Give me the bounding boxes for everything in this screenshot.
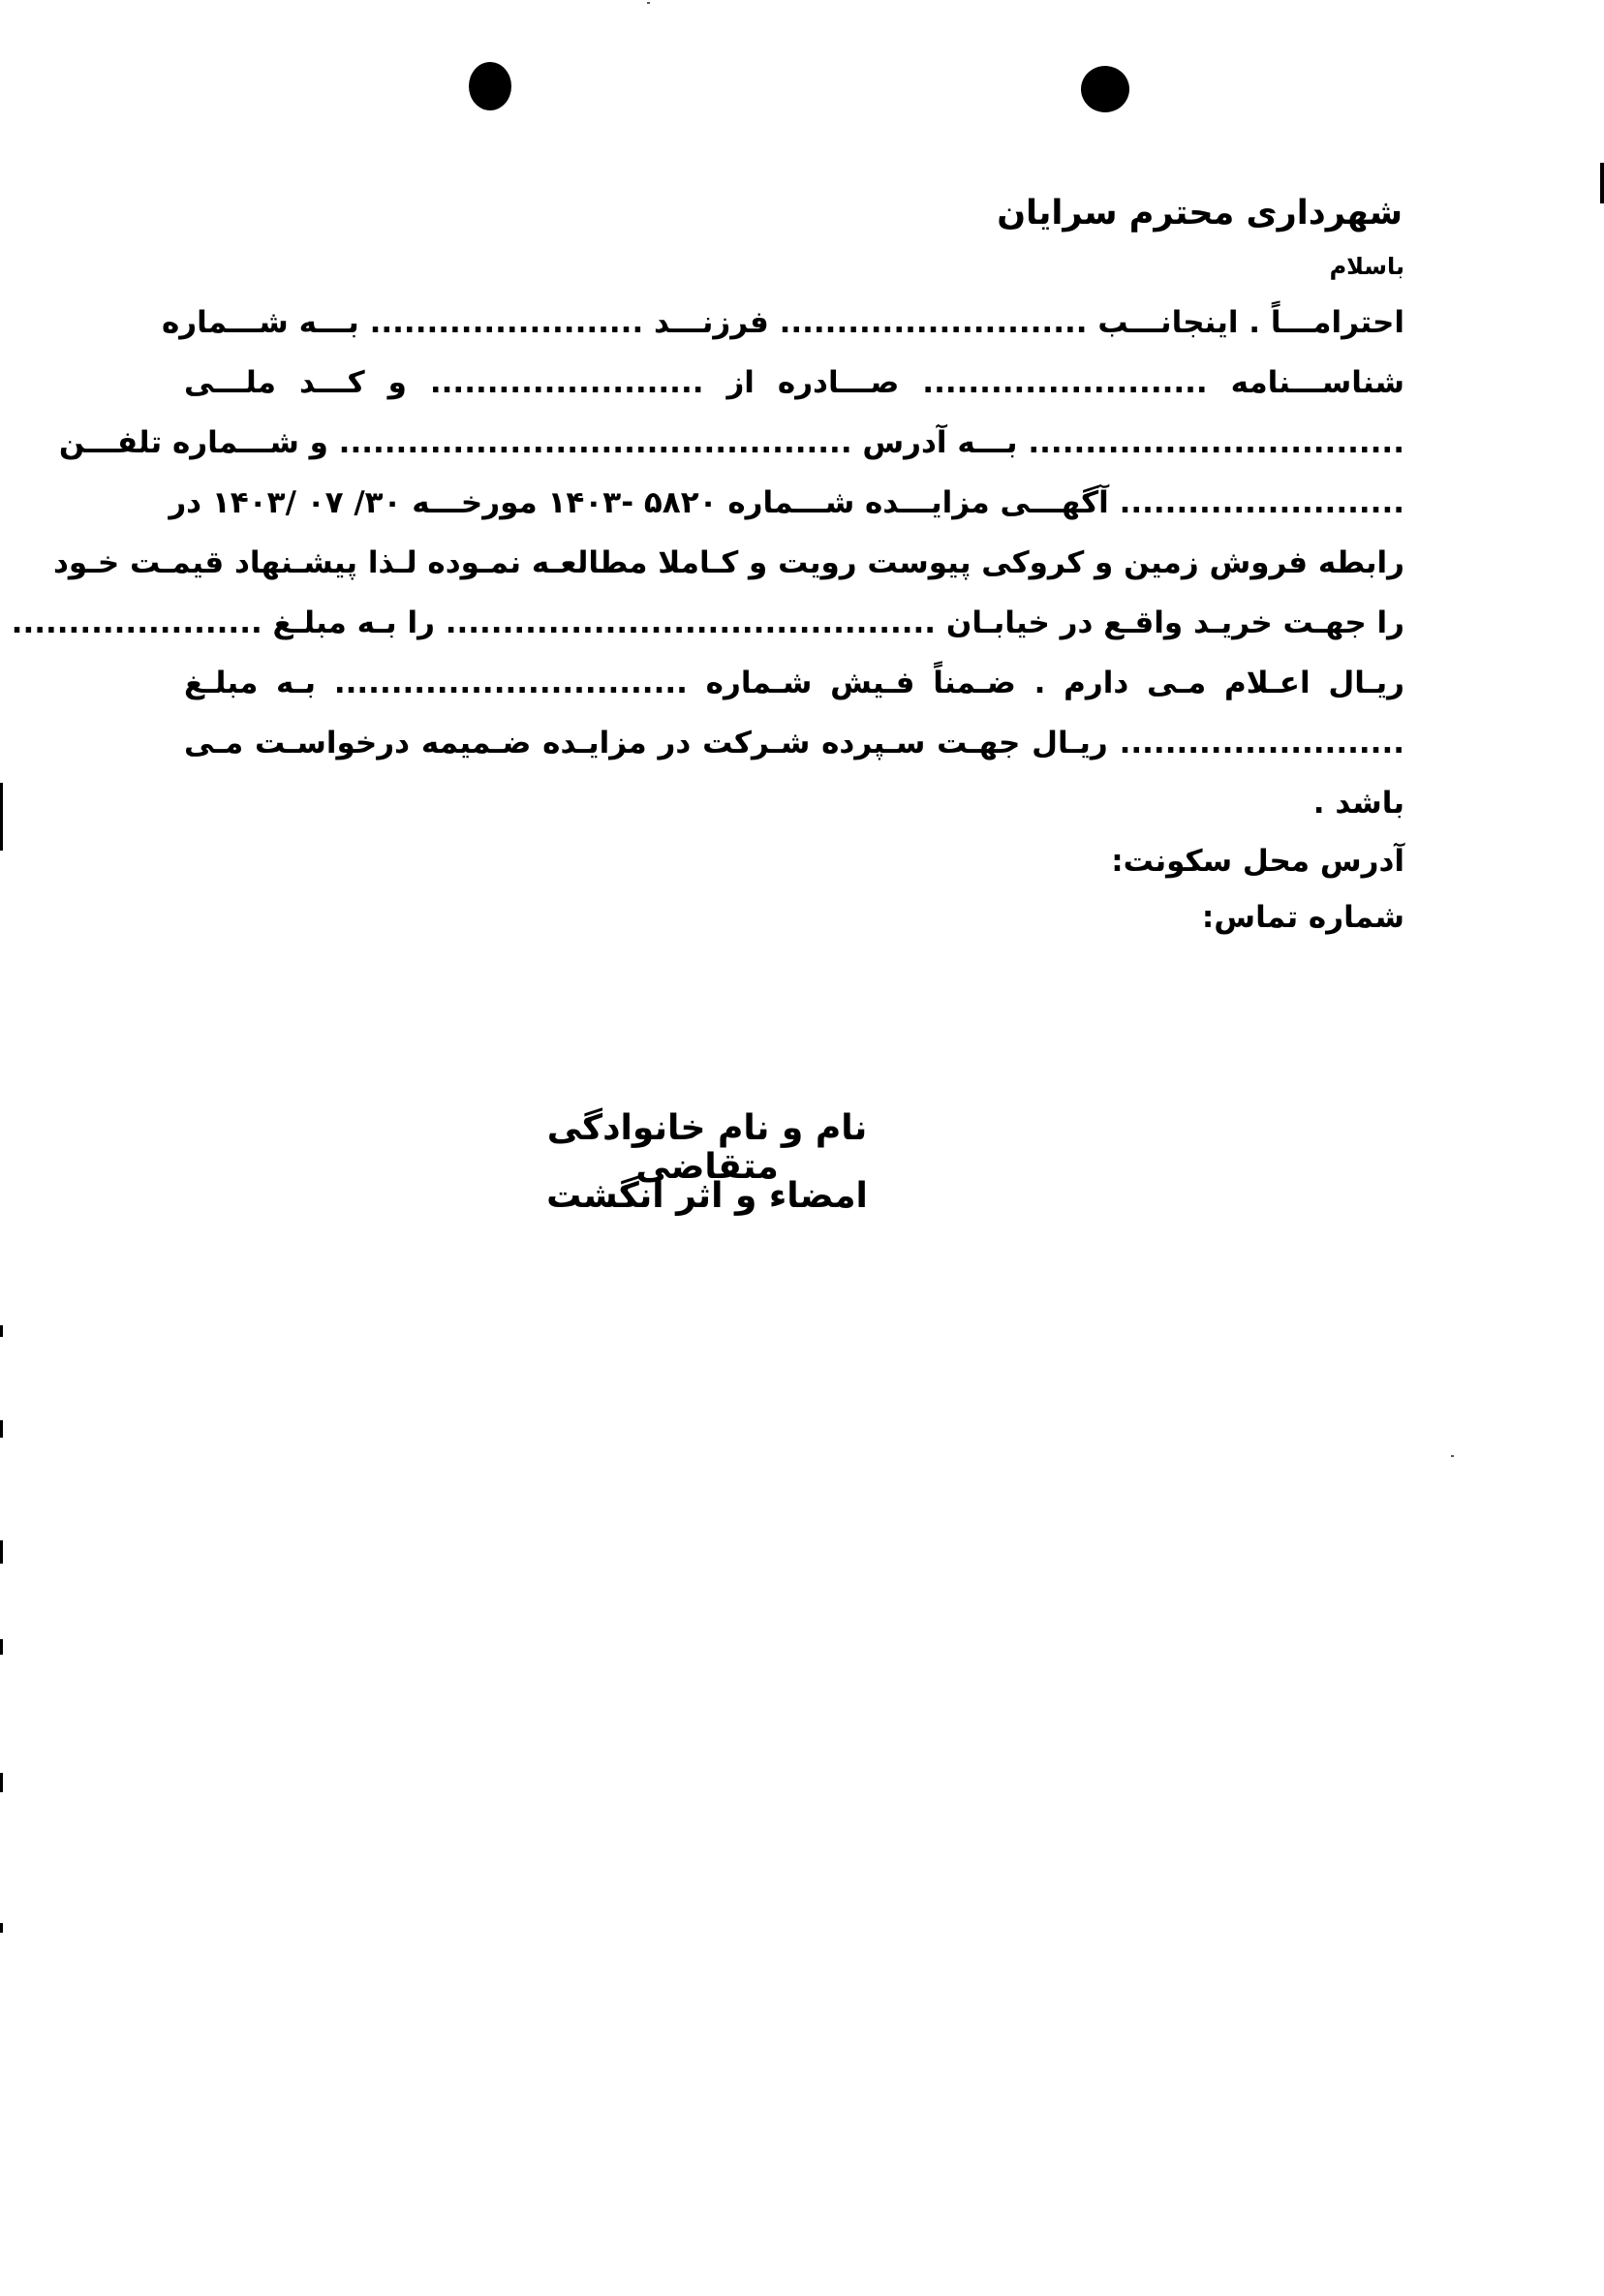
request-letter (11, 194, 1404, 946)
scan-edge-mark-left (0, 1639, 3, 1655)
punch-hole-left (469, 62, 511, 110)
scan-edge-mark-left (0, 1773, 3, 1792)
scan-speck (647, 2, 650, 4)
body-line: ریـال اعـلام مـی دارم . ضـمناً فـیش شـماره ............................... بـه مبلـغ (184, 666, 1404, 700)
scan-edge-mark-left (0, 1540, 3, 1564)
residence-address-label: آدرس محل سکونت: (1111, 844, 1404, 879)
punch-hole-right (1081, 66, 1129, 112)
signature-fingerprint-label: امضاء و اثر انگشت (546, 1176, 868, 1216)
contact-number-label: شماره تماس: (1201, 900, 1404, 935)
scan-edge-mark-right (1600, 163, 1604, 203)
applicant-name-label: نام و نام خانوادگی متقاضی (546, 1108, 868, 1187)
body-line: را جهـت خریـد واقـع در خیابـان ........................................... را بـه مبلـغ ...................... (11, 605, 1404, 640)
scan-edge-mark-left (0, 1923, 3, 1933)
scan-edge-mark-left (0, 1325, 3, 1337)
body-line: باشد . (1312, 786, 1404, 821)
scan-edge-mark-left (0, 783, 3, 851)
letter-recipient: شهرداری محترم سرایان (997, 194, 1403, 233)
body-line: ................................. بـــه آدرس ............................................. و شـــماره تلفـــن (58, 425, 1404, 460)
body-line: ......................... آگهـــی مزایـــده شـــماره ۵۸۲۰ -۱۴۰۳ مورخـــه ۳۰/ ۰۷ /۱۴۰۳ در (169, 485, 1404, 520)
scan-edge-mark-left (0, 1420, 3, 1438)
body-line: ......................... ریـال جهـت سـپرده شـرکت در مزایـده ضـمیمه درخواسـت مـی (184, 726, 1404, 760)
body-line: رابطه فروش زمین و کروکی پیوست رویت و کـاملا مطالعـه نمـوده لـذا پیشـنهاد قیمـت خـود (52, 545, 1404, 580)
body-line: احترامـــاً . اینجانـــب ........................... فرزنـــد ........................ بـــه شـــماره (161, 305, 1404, 340)
letter-greeting: باسلام (1329, 253, 1404, 280)
body-line: شناســـنامه ......................... صـــادره از ........................ و کـــد ملـــی (184, 365, 1404, 400)
scan-speck (1451, 1455, 1454, 1457)
